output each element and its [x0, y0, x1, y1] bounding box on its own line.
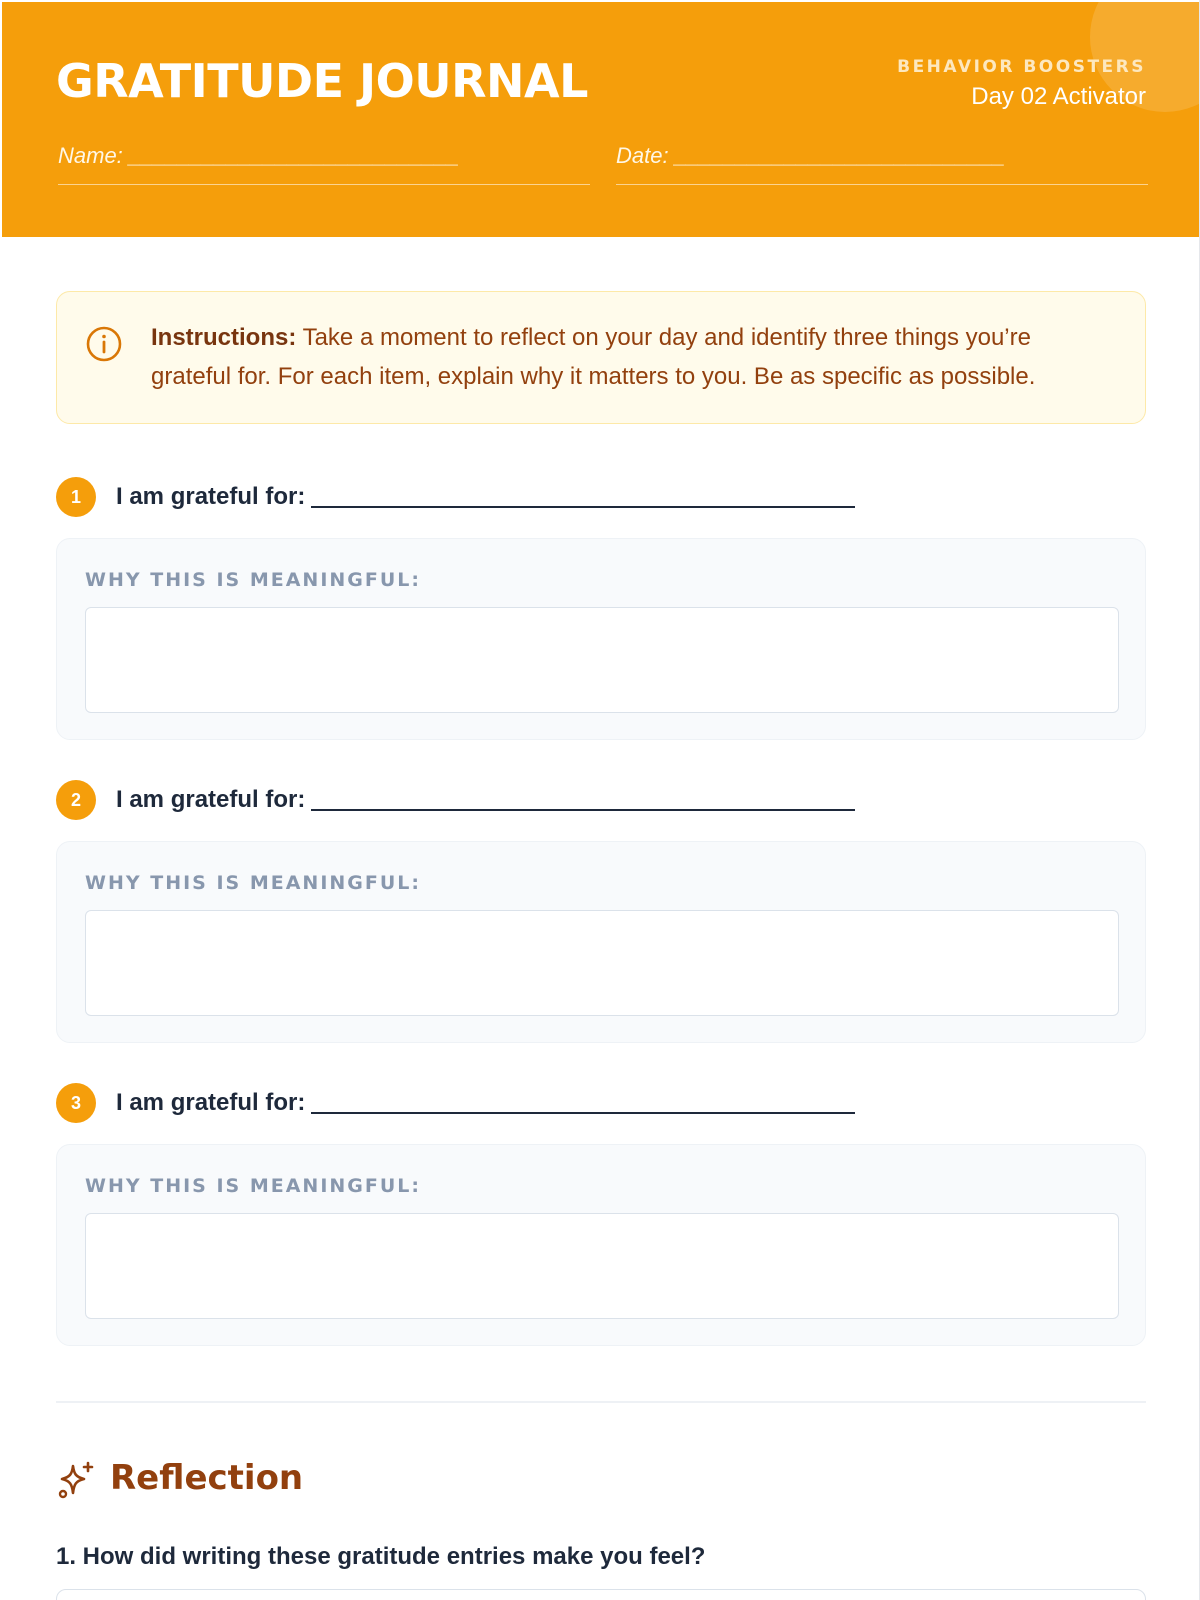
brand-subtitle: Day 02 Activator	[971, 83, 1146, 110]
entry-number-badge: 2	[56, 780, 96, 820]
reflection-title: Reflection	[110, 1458, 304, 1498]
grateful-prompt	[116, 786, 855, 814]
why-label: WHY THIS IS MEANINGFUL:	[85, 569, 422, 591]
date-field[interactable]: Date: ___________________________	[616, 143, 1148, 185]
page-title: GRATITUDE JOURNAL	[56, 54, 588, 108]
grateful-prompt-label: I am grateful for:	[116, 1089, 306, 1116]
entry-number-badge: 3	[56, 1083, 96, 1123]
brand-block	[897, 57, 1146, 111]
why-label: WHY THIS IS MEANINGFUL:	[85, 1175, 422, 1197]
grateful-prompt	[116, 1089, 855, 1117]
instructions-label: Instructions:	[151, 324, 297, 351]
reflection-answer-box[interactable]	[56, 1589, 1146, 1600]
reflection-question: 1. How did writing these gratitude entries make you feel?	[56, 1543, 706, 1570]
name-field[interactable]: Name: ___________________________	[58, 143, 590, 185]
info-icon	[85, 325, 123, 363]
header-banner	[2, 2, 1200, 237]
section-divider	[56, 1401, 1146, 1403]
grateful-answer-line[interactable]	[311, 1094, 855, 1114]
why-label: WHY THIS IS MEANINGFUL:	[85, 872, 422, 894]
entry-card	[56, 538, 1146, 740]
grateful-answer-line[interactable]	[311, 488, 855, 508]
grateful-prompt-label: I am grateful for:	[116, 786, 306, 813]
instructions-text	[151, 318, 1111, 396]
brand-kicker: BEHAVIOR BOOSTERS	[897, 57, 1146, 77]
entry-card	[56, 1144, 1146, 1346]
sparkle-icon	[56, 1460, 96, 1500]
entry-number-badge: 1	[56, 477, 96, 517]
instructions-callout	[56, 291, 1146, 424]
grateful-prompt-label: I am grateful for:	[116, 483, 306, 510]
grateful-answer-line[interactable]	[311, 791, 855, 811]
entry-card	[56, 841, 1146, 1043]
why-answer-box[interactable]	[85, 1213, 1119, 1319]
instructions-body: Take a moment to reflect on your day and identify three things you’re grateful for. For each item, explain why it matters to you. Be as specific as possible.	[151, 324, 1036, 390]
why-answer-box[interactable]	[85, 607, 1119, 713]
why-answer-box[interactable]	[85, 910, 1119, 1016]
grateful-prompt	[116, 483, 855, 511]
